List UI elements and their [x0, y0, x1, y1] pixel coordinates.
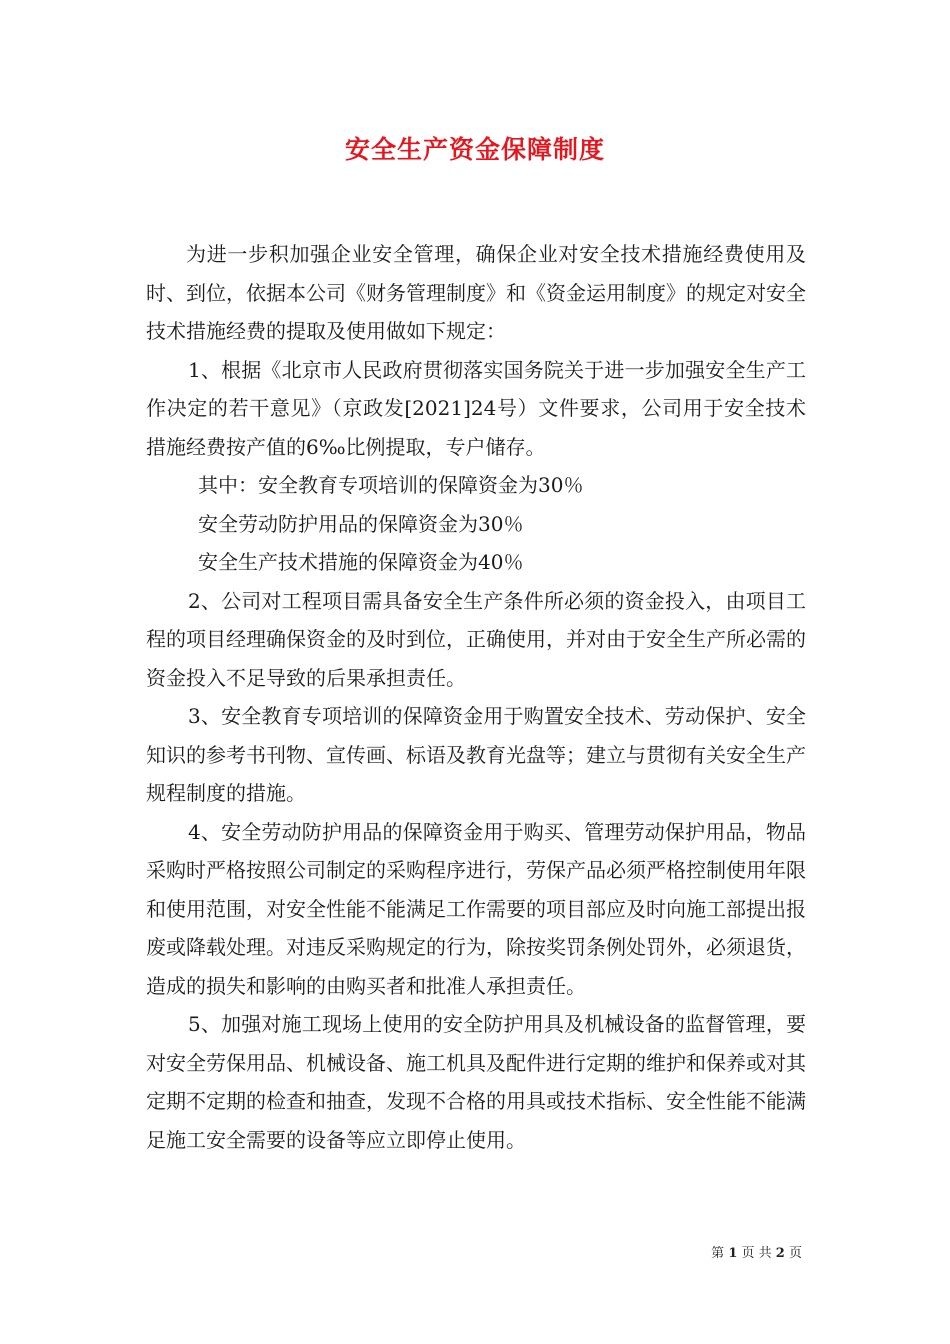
- footer-suffix: 页: [788, 1246, 802, 1261]
- footer-middle: 页 共: [741, 1246, 772, 1261]
- page-number-footer: [711, 1244, 802, 1264]
- clause-2-paragraph: 2、公司对工程项目需具备安全生产条件所必须的资金投入，由项目工程的项目经理确保资金的及时到位，正确使用，并对由于安全生产所必需的资金投入不足导致的后果承担责任。: [146, 588, 806, 690]
- clause-3-paragraph: 3、安全教育专项培训的保障资金用于购置安全技术、劳动保护、安全知识的参考书刊物、宣传画、标语及教育光盘等；建立与贯彻有关安全生产规程制度的措施。: [146, 704, 806, 805]
- allocation-education-line: 其中：安全教育专项培训的保障资金为30％: [198, 473, 584, 497]
- clause-1-paragraph: 1、根据《北京市人民政府贯彻落实国务院关于进一步加强安全生产工作决定的若干意见》（京政发[2021]24号）文件要求，公司用于安全技术措施经费按产值的6‰比例提取，专户储存。: [146, 357, 806, 459]
- allocation-protection-line: 安全劳动防护用品的保障资金为30％: [198, 511, 524, 536]
- allocation-technical-line: 安全生产技术措施的保障资金为40％: [198, 550, 524, 574]
- footer-current-page: 1: [728, 1246, 738, 1261]
- clause-5-paragraph: 5、加强对施工现场上使用的安全防护用具及机械设备的监督管理，要对安全劳保用品、机械设备、施工机具及配件进行定期的维护和保养或对其定期不定期的检查和抽查，发现不合格的用具或技术指标、安全性能不能满足施工安全需要的设备等应立即停止使用。: [146, 1012, 806, 1152]
- footer-total-pages: 2: [775, 1246, 785, 1261]
- footer-prefix: 第: [711, 1246, 725, 1261]
- clause-4-paragraph: 4、安全劳动防护用品的保障资金用于购买、管理劳动保护用品，物品采购时严格按照公司制定的采购程序进行，劳保产品必须严格控制使用年限和使用范围，对安全性能不能满足工作需要的项目部应及时向施工部提出报废或降载处理。对违反采购规定的行为，除按奖罚条例处罚外，必须退货，造成的损失和影响的由购买者和批准人承担责任。: [146, 819, 806, 998]
- document-title: 安全生产资金保障制度: [344, 135, 605, 164]
- document-body: [146, 235, 806, 1159]
- intro-paragraph: 为进一步积加强企业安全管理，确保企业对安全技术措施经费使用及时、到位，依据本公司《财务管理制度》和《资金运用制度》的规定对安全技术措施经费的提取及使用做如下规定：: [146, 242, 806, 343]
